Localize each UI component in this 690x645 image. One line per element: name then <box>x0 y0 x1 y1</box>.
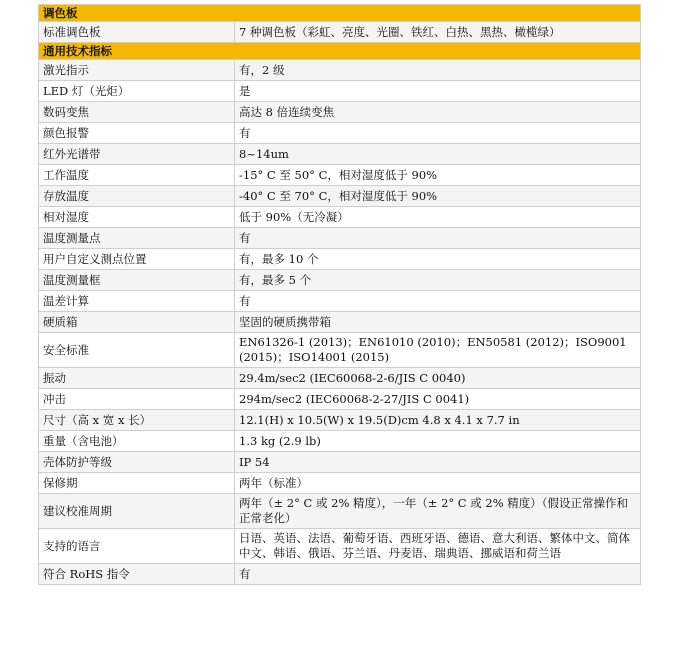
row-label: 相对湿度 <box>39 207 235 228</box>
row-value: 有 <box>235 291 641 312</box>
row-value: 有 <box>235 228 641 249</box>
row-label: 尺寸（高 x 宽 x 长） <box>39 410 235 431</box>
row-value: 8~14um <box>235 144 641 165</box>
table-row <box>39 452 641 473</box>
row-value: 日语、英语、法语、葡萄牙语、西班牙语、德语、意大利语、繁体中文、简体中文、韩语、俄语、芬兰语、丹麦语、瑞典语、挪威语和荷兰语 <box>235 529 641 564</box>
row-label: 温度测量点 <box>39 228 235 249</box>
row-value: 低于 90%（无冷凝） <box>235 207 641 228</box>
row-value: -40° C 至 70° C，相对湿度低于 90% <box>235 186 641 207</box>
row-value: 有 <box>235 123 641 144</box>
row-label: 用户自定义测点位置 <box>39 249 235 270</box>
row-value: 1.3 kg (2.9 lb) <box>235 431 641 452</box>
table-row <box>39 473 641 494</box>
row-value: 7 种调色板（彩虹、亮度、光圈、铁红、白热、黑热、橄榄绿） <box>235 22 641 43</box>
row-label: 红外光谱带 <box>39 144 235 165</box>
row-label: 安全标准 <box>39 333 235 368</box>
row-value: 有，2 级 <box>235 60 641 81</box>
row-label: 颜色报警 <box>39 123 235 144</box>
row-value: 是 <box>235 81 641 102</box>
row-label: 存放温度 <box>39 186 235 207</box>
row-value: 两年（标准） <box>235 473 641 494</box>
row-label: 保修期 <box>39 473 235 494</box>
table-row <box>39 102 641 123</box>
table-row <box>39 228 641 249</box>
table-row <box>39 249 641 270</box>
row-value: EN61326-1 (2013)；EN61010 (2010)；EN50581 (2012)；ISO9001 (2015)；ISO14001 (2015) <box>235 333 641 368</box>
row-label: 温差计算 <box>39 291 235 312</box>
table-row <box>39 144 641 165</box>
table-row <box>39 270 641 291</box>
row-label: 建议校准周期 <box>39 494 235 529</box>
table-row <box>39 529 641 564</box>
spec-table <box>38 4 641 585</box>
section-title: 通用技术指标 <box>39 43 641 60</box>
row-value: 29.4m/sec2 (IEC60068-2-6/JIS C 0040) <box>235 368 641 389</box>
row-label: 振动 <box>39 368 235 389</box>
table-row <box>39 333 641 368</box>
row-value: 两年（± 2° C 或 2% 精度），一年（± 2° C 或 2% 精度）（假设正常操作和正常老化） <box>235 494 641 529</box>
row-value: 294m/sec2 (IEC60068-2-27/JIS C 0041) <box>235 389 641 410</box>
section-header-general-specs <box>39 43 641 60</box>
table-row <box>39 186 641 207</box>
row-label: 符合 RoHS 指令 <box>39 564 235 585</box>
section-header-palette <box>39 5 641 22</box>
table-row <box>39 123 641 144</box>
row-label: 重量（含电池） <box>39 431 235 452</box>
table-row <box>39 207 641 228</box>
table-row <box>39 494 641 529</box>
row-value: 12.1(H) x 10.5(W) x 19.5(D)cm 4.8 x 4.1 x 7.7 in <box>235 410 641 431</box>
row-label: 支持的语言 <box>39 529 235 564</box>
row-label: 壳体防护等级 <box>39 452 235 473</box>
row-value: -15° C 至 50° C，相对湿度低于 90% <box>235 165 641 186</box>
row-value: 有，最多 10 个 <box>235 249 641 270</box>
table-row <box>39 165 641 186</box>
table-row <box>39 564 641 585</box>
row-label: 冲击 <box>39 389 235 410</box>
row-value: 坚固的硬质携带箱 <box>235 312 641 333</box>
row-label: 数码变焦 <box>39 102 235 123</box>
row-label: 工作温度 <box>39 165 235 186</box>
table-row <box>39 81 641 102</box>
row-value: IP 54 <box>235 452 641 473</box>
table-row <box>39 291 641 312</box>
table-row <box>39 431 641 452</box>
section-title: 调色板 <box>39 5 641 22</box>
table-row <box>39 389 641 410</box>
row-label: 温度测量框 <box>39 270 235 291</box>
row-value: 有，最多 5 个 <box>235 270 641 291</box>
table-row <box>39 60 641 81</box>
table-row <box>39 368 641 389</box>
row-value: 高达 8 倍连续变焦 <box>235 102 641 123</box>
row-label: 标准调色板 <box>39 22 235 43</box>
row-label: LED 灯（光炬） <box>39 81 235 102</box>
row-label: 硬质箱 <box>39 312 235 333</box>
table-row <box>39 312 641 333</box>
row-value: 有 <box>235 564 641 585</box>
row-label: 激光指示 <box>39 60 235 81</box>
table-row <box>39 22 641 43</box>
table-row <box>39 410 641 431</box>
